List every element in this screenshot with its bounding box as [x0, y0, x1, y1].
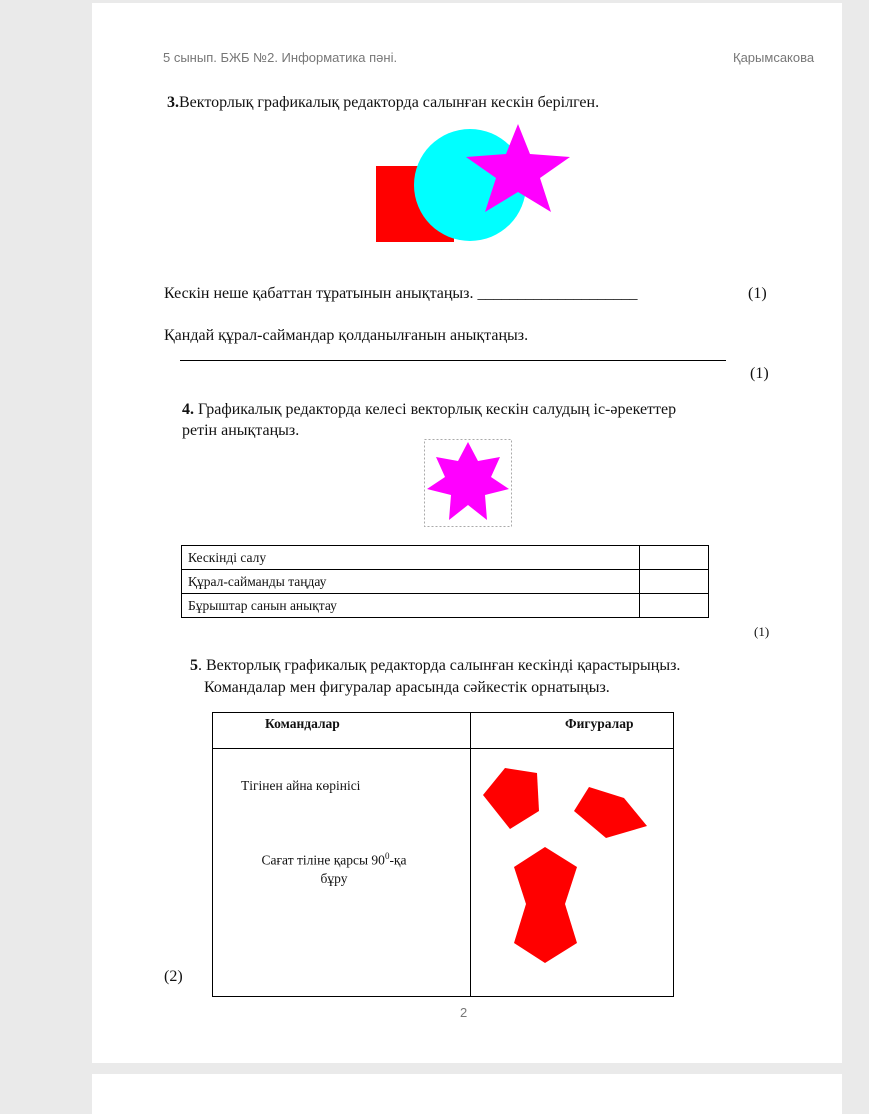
q4-star-figure — [424, 439, 512, 527]
q4-score: (1) — [754, 624, 770, 639]
header-right: Қарымсакова — [733, 50, 815, 65]
q3-score-1: (1) — [748, 285, 767, 302]
pentagon-shape-3 — [514, 847, 577, 904]
figures-column-header: Фигуралар — [565, 716, 634, 731]
page-number: 2 — [460, 1005, 468, 1020]
q3-score-2: (1) — [750, 365, 769, 382]
step-label: Кескінді салу — [182, 546, 640, 570]
q4-line2: ретін анықтаңыз. — [182, 422, 300, 439]
command-mirror: Тігінен айна көрінісі — [241, 778, 361, 793]
magenta-7-point-star — [427, 442, 509, 520]
q5-number: 5 — [190, 657, 198, 674]
table-row — [182, 594, 709, 618]
q4-steps-table — [181, 545, 709, 618]
q5-line1: 5. Векторлық графикалық редакторда салынған кескінді қарастырыңыз. — [190, 657, 681, 674]
q3-answer-line — [180, 360, 726, 361]
pentagon-shape-1 — [483, 768, 539, 829]
step-label: Құрал-сайманды таңдау — [182, 570, 640, 594]
q3-layers-question: Кескін неше қабаттан тұратынын анықтаңыз. ____________________ — [164, 285, 638, 302]
q4-line1: 4. Графикалық редакторда келесі векторлық кескін салудың іс-әрекеттер — [182, 401, 677, 418]
step-order-cell[interactable] — [640, 546, 709, 570]
header-left: 5 сынып. БЖБ №2. Информатика пәні. — [163, 50, 398, 65]
step-order-cell[interactable] — [640, 594, 709, 618]
q5-figures — [471, 749, 674, 997]
step-order-cell[interactable] — [640, 570, 709, 594]
q3-text: Векторлық графикалық редакторда салынған кескін берілген. — [179, 94, 600, 111]
q4-number: 4. — [182, 401, 194, 418]
q5-matching-table — [212, 712, 674, 997]
q3-number: 3. — [167, 94, 179, 111]
command-rotate: Сағат тіліне қарсы $90^0-қа$ бұру — [261, 851, 407, 886]
q3-layered-figure — [370, 120, 580, 250]
q3-heading — [167, 93, 599, 113]
table-row — [182, 570, 709, 594]
pentagon-shape-2 — [574, 787, 647, 838]
next-document-page — [92, 1074, 842, 1114]
q5-score: (2) — [164, 968, 183, 985]
commands-column-header: Командалар — [265, 716, 340, 731]
q3-tools-question: Қандай құрал-саймандар қолданылғанын анықтаңыз. — [164, 327, 529, 344]
table-row — [182, 546, 709, 570]
q5-line2: Командалар мен фигуралар арасында сәйкестік орнатыңыз. — [204, 679, 610, 696]
step-label: Бұрыштар санын анықтау — [182, 594, 640, 618]
pentagon-shape-4 — [514, 904, 577, 963]
